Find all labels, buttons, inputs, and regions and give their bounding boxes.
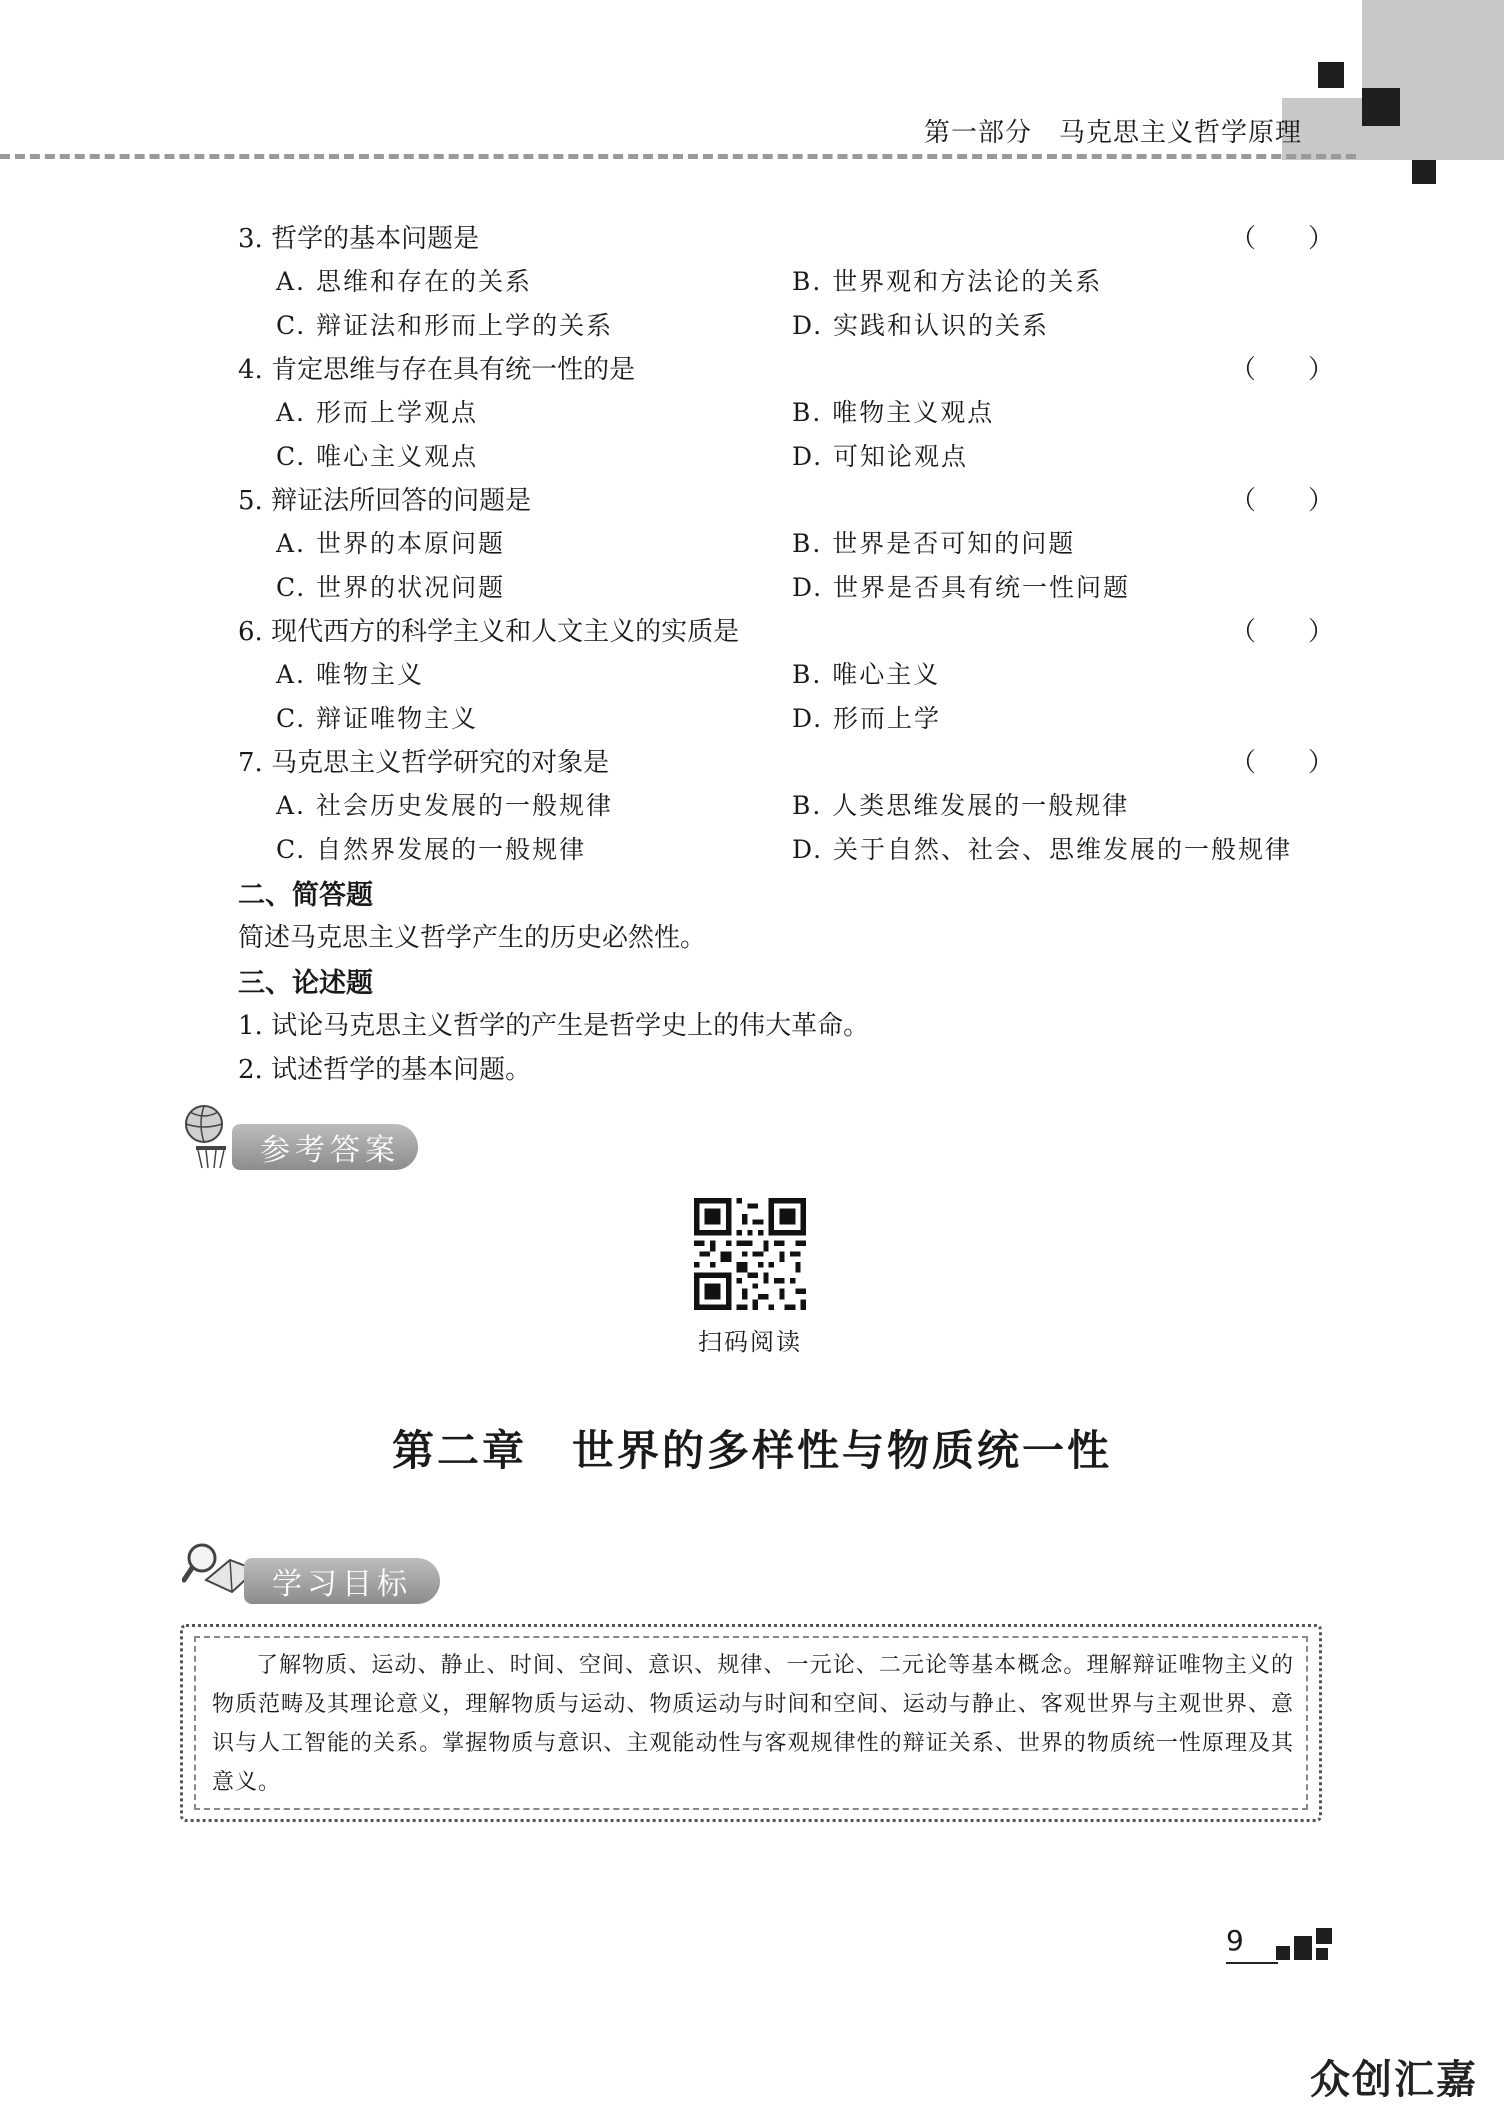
option: D. 可知论观点 — [792, 442, 969, 471]
watermark: 众创汇嘉 — [1310, 2057, 1478, 2103]
question-stem: 3. 哲学的基本问题是 — [238, 224, 480, 254]
option: D. 世界是否具有统一性问题 — [792, 573, 1131, 602]
footer-square — [1316, 1948, 1328, 1960]
option: B. 人类思维发展的一般规律 — [792, 791, 1130, 820]
question-stem: 4. 肯定思维与存在具有统一性的是 — [238, 355, 636, 385]
option: A. 世界的本原问题 — [276, 529, 505, 558]
header-grey-block — [1362, 0, 1504, 160]
qr-code — [694, 1198, 806, 1310]
page-number-underline — [1226, 1962, 1278, 1964]
answer-parentheses: （ ） — [1230, 224, 1335, 254]
option: D. 关于自然、社会、思维发展的一般规律 — [792, 835, 1293, 864]
option: C. 自然界发展的一般规律 — [276, 835, 587, 864]
short-answer-item: 简述马克思主义哲学产生的历史必然性。 — [238, 923, 707, 953]
question-stem: 6. 现代西方的科学主义和人文主义的实质是 — [238, 617, 740, 647]
footer-square — [1294, 1936, 1312, 1960]
option: C. 世界的状况问题 — [276, 573, 506, 602]
option: A. 社会历史发展的一般规律 — [276, 791, 613, 820]
option: D. 形而上学 — [792, 704, 942, 733]
option: A. 思维和存在的关系 — [276, 267, 532, 296]
footer-square — [1276, 1946, 1290, 1960]
answer-parentheses: （ ） — [1230, 355, 1335, 385]
answer-parentheses: （ ） — [1230, 748, 1335, 778]
objectives-text: 了解物质、运动、静止、时间、空间、意识、规律、一元论、二元论等基本概念。理解辩证唯物主义的物质范畴及其理论意义，理解物质与运动、物质运动与时间和空间、运动与静止、客观世界与主观世界、意识与人工智能的关系。掌握物质与意识、主观能动性与客观规律性的辩证关系、世界的物质统一性原理及其意义。 — [212, 1653, 1294, 1795]
essay-item: 1. 试论马克思主义哲学的产生是哲学史上的伟大革命。 — [238, 1011, 870, 1041]
question-stem: 5. 辩证法所回答的问题是 — [238, 486, 532, 516]
option: B. 世界观和方法论的关系 — [792, 267, 1103, 296]
chapter-title: 第二章 世界的多样性与物质统一性 — [391, 1426, 1112, 1475]
option: C. 唯心主义观点 — [276, 442, 479, 471]
option: C. 辩证法和形而上学的关系 — [276, 311, 614, 340]
section-heading-short-answer: 二、简答题 — [238, 880, 373, 911]
objectives-banner: 学习目标 — [244, 1558, 440, 1604]
answer-parentheses: （ ） — [1230, 486, 1335, 516]
option: B. 唯物主义观点 — [792, 398, 995, 427]
option: D. 实践和认识的关系 — [792, 311, 1050, 340]
section-heading-essay: 三、论述题 — [238, 968, 373, 999]
page-number: 9 — [1226, 1924, 1244, 1957]
answer-parentheses: （ ） — [1230, 617, 1335, 647]
option: C. 辩证唯物主义 — [276, 704, 479, 733]
header-square — [1318, 62, 1344, 88]
essay-item: 2. 试述哲学的基本问题。 — [238, 1055, 532, 1085]
header-dashed-rule — [0, 154, 1356, 159]
question-stem: 7. 马克思主义哲学研究的对象是 — [238, 748, 610, 778]
answers-banner: 参考答案 — [232, 1124, 418, 1170]
option: B. 唯心主义 — [792, 660, 941, 689]
option: A. 唯物主义 — [276, 660, 424, 689]
qr-caption: 扫码阅读 — [698, 1328, 802, 1356]
option: B. 世界是否可知的问题 — [792, 529, 1076, 558]
option: A. 形而上学观点 — [276, 398, 478, 427]
header-square — [1362, 88, 1400, 126]
header-title: 第一部分 马克思主义哲学原理 — [924, 118, 1303, 148]
footer-square — [1316, 1928, 1332, 1944]
header-square — [1412, 160, 1436, 184]
